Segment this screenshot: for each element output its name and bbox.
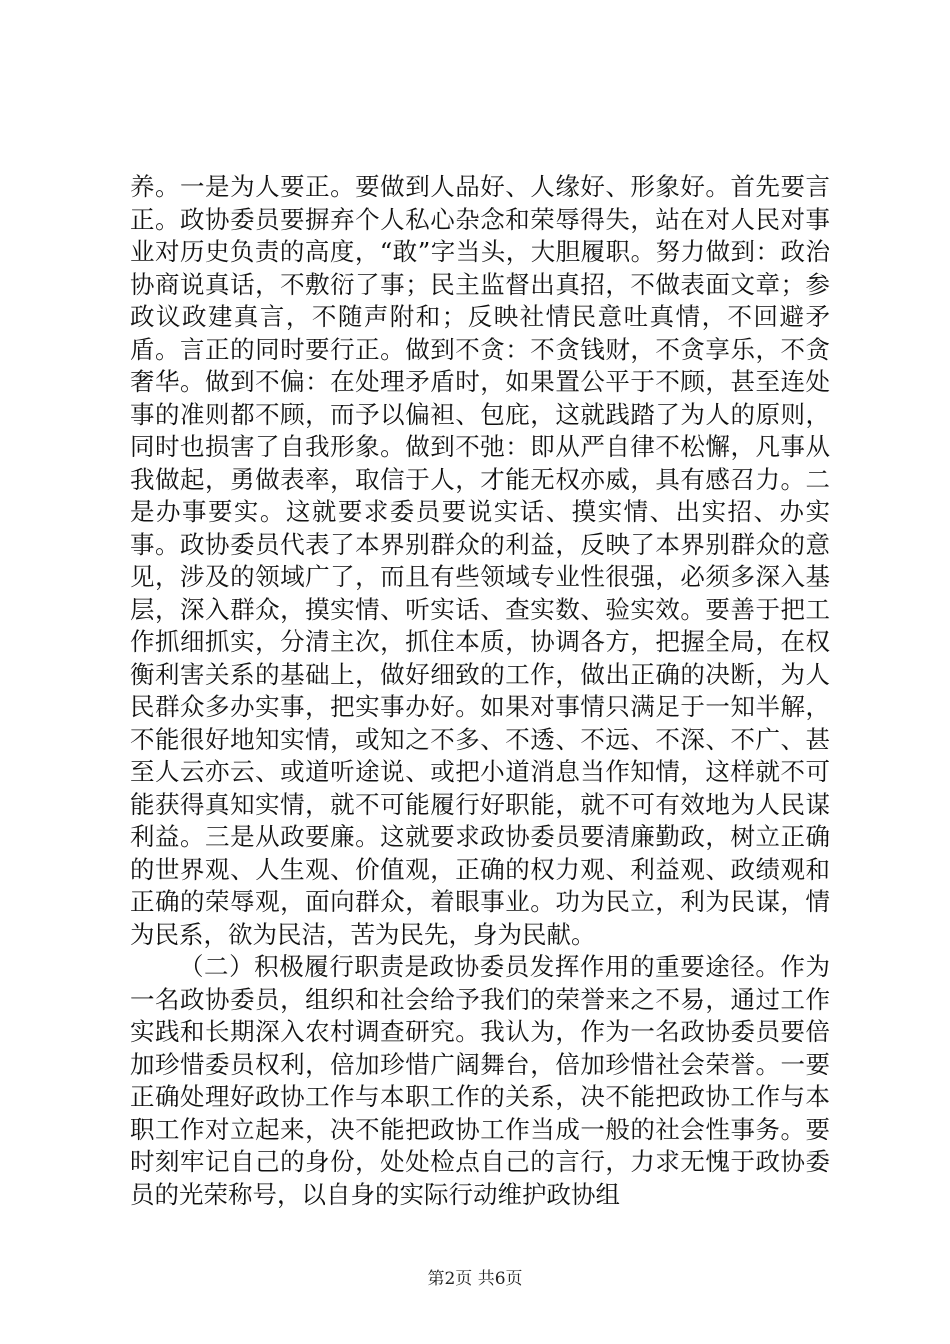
paragraph-continued: 养。一是为人要正。要做到人品好、人缘好、形象好。首先要言正。政协委员要摒弃个人私心杂念和荣辱得失，站在对人民对事业对历史负责的高度，“敢”字当头，大胆履职。努力做到：政治协商说真话，不敷衍了事；民主监督出真招，不做表面文章；参政议政建真言，不随声附和；反映社情民意吐真情，不回避矛盾。言正的同时要行正。做到不贪：不贪钱财，不贪享乐，不贪奢华。做到不偏：在处理矛盾时，如果置公平于不顾，甚至连处事的准则都不顾，而予以偏袒、包庇，这就践踏了为人的原则，同时也损害了自我形象。做到不弛：即从严自律不松懈，凡事从我做起，勇做表率，取信于人，才能无权亦威，具有感召力。二是办事要实。这就要求委员要说实话、摸实情、出实招、办实事。政协委员代表了本界别群众的利益，反映了本界别群众的意见，涉及的领域广了，而且有些领域专业性很强，必须多深入基层，深入群众，摸实情、听实话、查实数、验实效。要善于把工作抓细抓实，分清主次，抓住本质，协调各方，把握全局，在权衡利害关系的基础上，做好细致的工作，做出正确的决断，为人民群众多办实事，把实事办好。如果对事情只满足于一知半解，不能很好地知实情，或知之不多、不透、不远、不深、不广、甚至人云亦云、或道听途说、或把小道消息当作知情，这样就不可能获得真知实情，就不可能履行好职能，就不可有效地为人民谋利益。三是从政要廉。这就要求政协委员要清廉勤政，树立正确的世界观、人生观、价值观，正确的权力观、利益观、政绩观和正确的荣辱观，面向群众，着眼事业。功为民立，利为民谋，情为民系，欲为民洁，苦为民先，身为民献。 xyxy=(130,172,830,949)
page-number-footer: 第2页 共6页 xyxy=(427,1269,523,1289)
paragraph-section-two: （二）积极履行职责是政协委员发挥作用的重要途径。作为一名政协委员，组织和社会给予我们的荣誉来之不易，通过工作实践和长期深入农村调查研究。我认为，作为一名政协委员要倍加珍惜委员权利，倍加珍惜广阔舞台，倍加珍惜社会荣誉。一要正确处理好政协工作与本职工作的关系，决不能把政协工作与本职工作对立起来，决不能把政协工作当成一般的社会性事务。要时刻牢记自己的身份，处处检点自己的言行，力求无愧于政协委员的光荣称号，以自身的实际行动维护政协组 xyxy=(130,952,830,1209)
document-body xyxy=(130,171,830,1211)
